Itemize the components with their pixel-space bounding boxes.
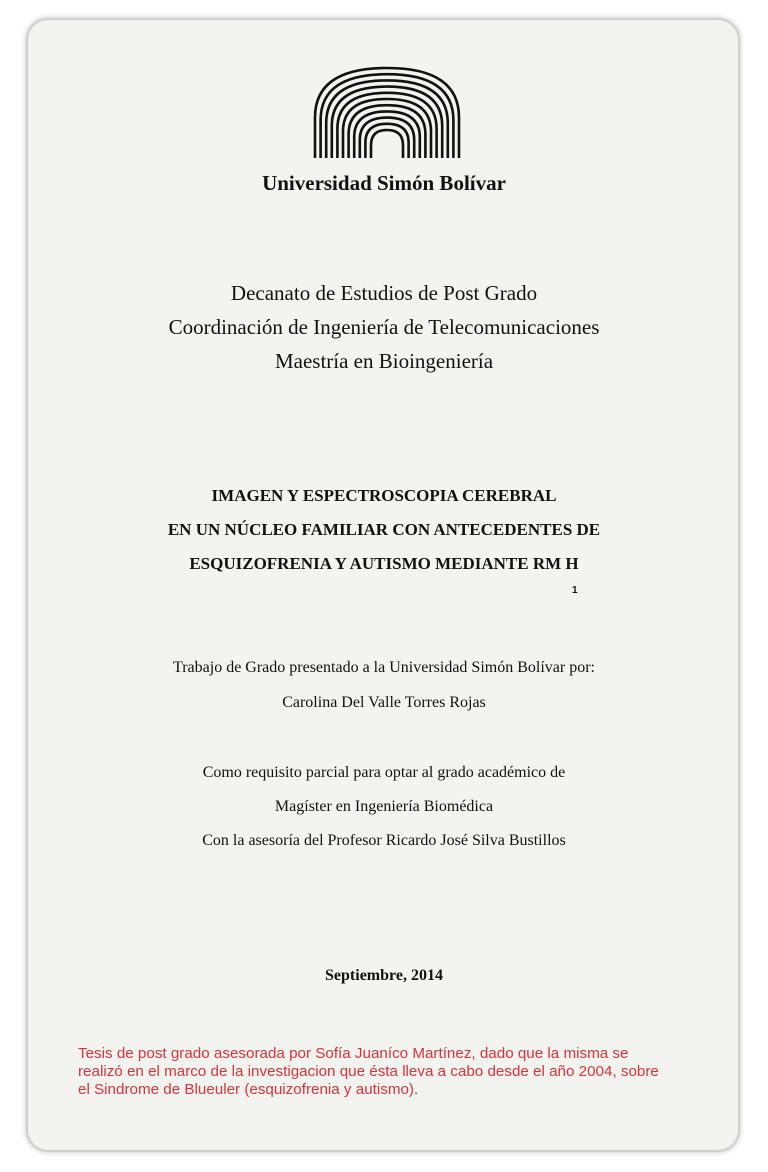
logo-arch (337, 93, 436, 158)
thesis-title-line-2: EN UN NÚCLEO FAMILIAR CON ANTECEDENTES DE (167, 520, 601, 539)
advisor-note-line-3: el Sindrome de Blueuler (esquizofrenia y autismo). (78, 1081, 419, 1098)
department-line-2: Coordinación de Ingeniería de Telecomunicaciones (168, 315, 600, 339)
title-subscript: 1 (572, 585, 578, 596)
university-arch-logo-icon (312, 60, 462, 162)
thesis-title-line-3: ESQUIZOFRENIA Y AUTISMO MEDIANTE RM H (189, 554, 579, 573)
requirement-line-2: Magíster en Ingeniería Biomédica (274, 798, 494, 815)
department-line-1: Decanato de Estudios de Post Grado (230, 281, 538, 305)
author-name: Carolina Del Valle Torres Rojas (282, 694, 486, 711)
thesis-date: Septiembre, 2014 (325, 967, 443, 984)
department-line-3: Maestría en Bioingeniería (274, 349, 494, 373)
requirement-line-1: Como requisito parcial para optar al grado académico de (202, 764, 566, 781)
logo-arch (371, 130, 403, 158)
university-name: Universidad Simón Bolívar (262, 171, 506, 195)
advisor-note-line-2: realizó en el marco de la investigacion que ésta lleva a cabo desde el año 2004, sobre (78, 1063, 659, 1080)
thesis-title-line-1: IMAGEN Y ESPECTROSCOPIA CEREBRAL (211, 486, 557, 505)
advisor-note (78, 1045, 718, 1099)
advisor-note-line-1: Tesis de post grado asesorada por Sofía Juaníco Martínez, dado que la misma se (78, 1045, 629, 1062)
presented-by-label: Trabajo de Grado presentado a la Universidad Simón Bolívar por: (173, 659, 595, 676)
requirement-line-3: Con la asesoría del Profesor Ricardo José Silva Bustillos (202, 832, 566, 849)
